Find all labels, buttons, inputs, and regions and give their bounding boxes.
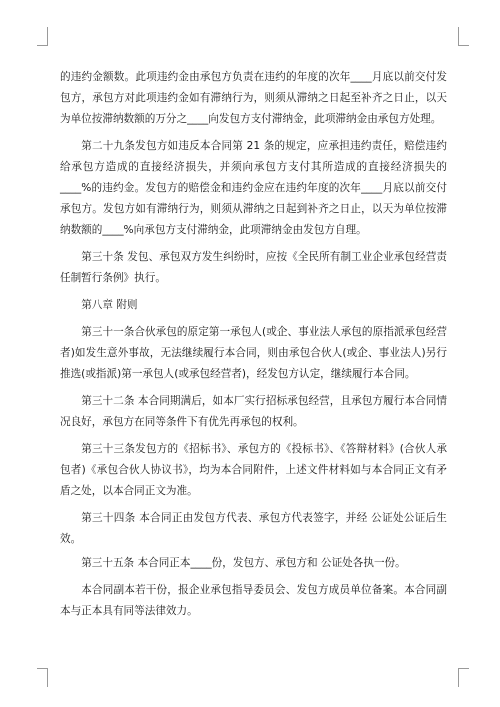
paragraph-penalty-continuation: 的违约金额数。此项违约金由承包方负责在违约的年度的次年____月底以前交付发包方，承包方对此项违约金如有滞纳行为，则须从滞纳之日起至补齐之日止，以天为单位按滞纳数额的万分之____向发包方支付滞纳金，此项滞纳金由承包方处理。: [60, 71, 447, 125]
article-32: 第三十二条 本合同期满后，如本厂实行招标承包经营，且承包方履行本合同情况良好，承包方在同等条件下有优先再承包的权利。: [60, 395, 447, 428]
crop-mark-top-left: [37, 27, 48, 46]
article-31: 第三十一条合伙承包的原定第一承包人(或企、事业法人承包的原指派承包经营者)如发生意外事故，无法继续履行本合同，则由承包合伙人(或企、事业法人)另行推选(或指派)第一承包人(或承包经营者)，经发包方认定，继续履行本合同。: [60, 326, 447, 380]
chapter-8-heading: 第八章 附则: [81, 299, 138, 311]
document-body: [60, 67, 447, 628]
article-34: 第三十四条 本合同正由发包方代表、承包方代表签字，并经 公证处公证后生效。: [60, 512, 447, 545]
paragraph-copies: 本合同副本若干份，报企业承包指导委员会、发包方成员单位备案。本合同副本与正本具有同等法律效力。: [60, 584, 447, 617]
crop-mark-bottom-left: [37, 668, 48, 687]
crop-mark-top-right: [458, 27, 469, 46]
article-30: 第三十条 发包、承包双方发生纠纷时，应按《全民所有制工业企业承包经营责任制暂行条例》执行。: [60, 251, 447, 284]
article-33: 第三十三条发包方的《招标书》、承包方的《投标书》、《答辩材料》(合伙人承包者)《承包合伙人协议书》，均为本合同附件，上述文件材料如与本合同正文有矛盾之处，以本合同正文为准。: [60, 443, 447, 497]
crop-mark-bottom-right: [458, 668, 469, 687]
article-29: 第二十九条发包方如违反本合同第 21 条的规定，应承担违约责任，赔偿违约给承包方造成的直接经济损失，并须向承包方支付其所造成的直接经济损失的____%的违约金。发包方的赔偿金和违约金应在违约年度的次年____月底以前交付承包方。发包方如有滞纳行为，则须从滞纳之日起到补齐之日止，以天为单位按滞纳数额的____%向承包方支付滞纳金，此项滞纳金由发包方自理。: [60, 140, 447, 236]
article-35: 第三十五条 本合同正本____份，发包方、承包方和 公证处各执一份。: [81, 557, 406, 569]
